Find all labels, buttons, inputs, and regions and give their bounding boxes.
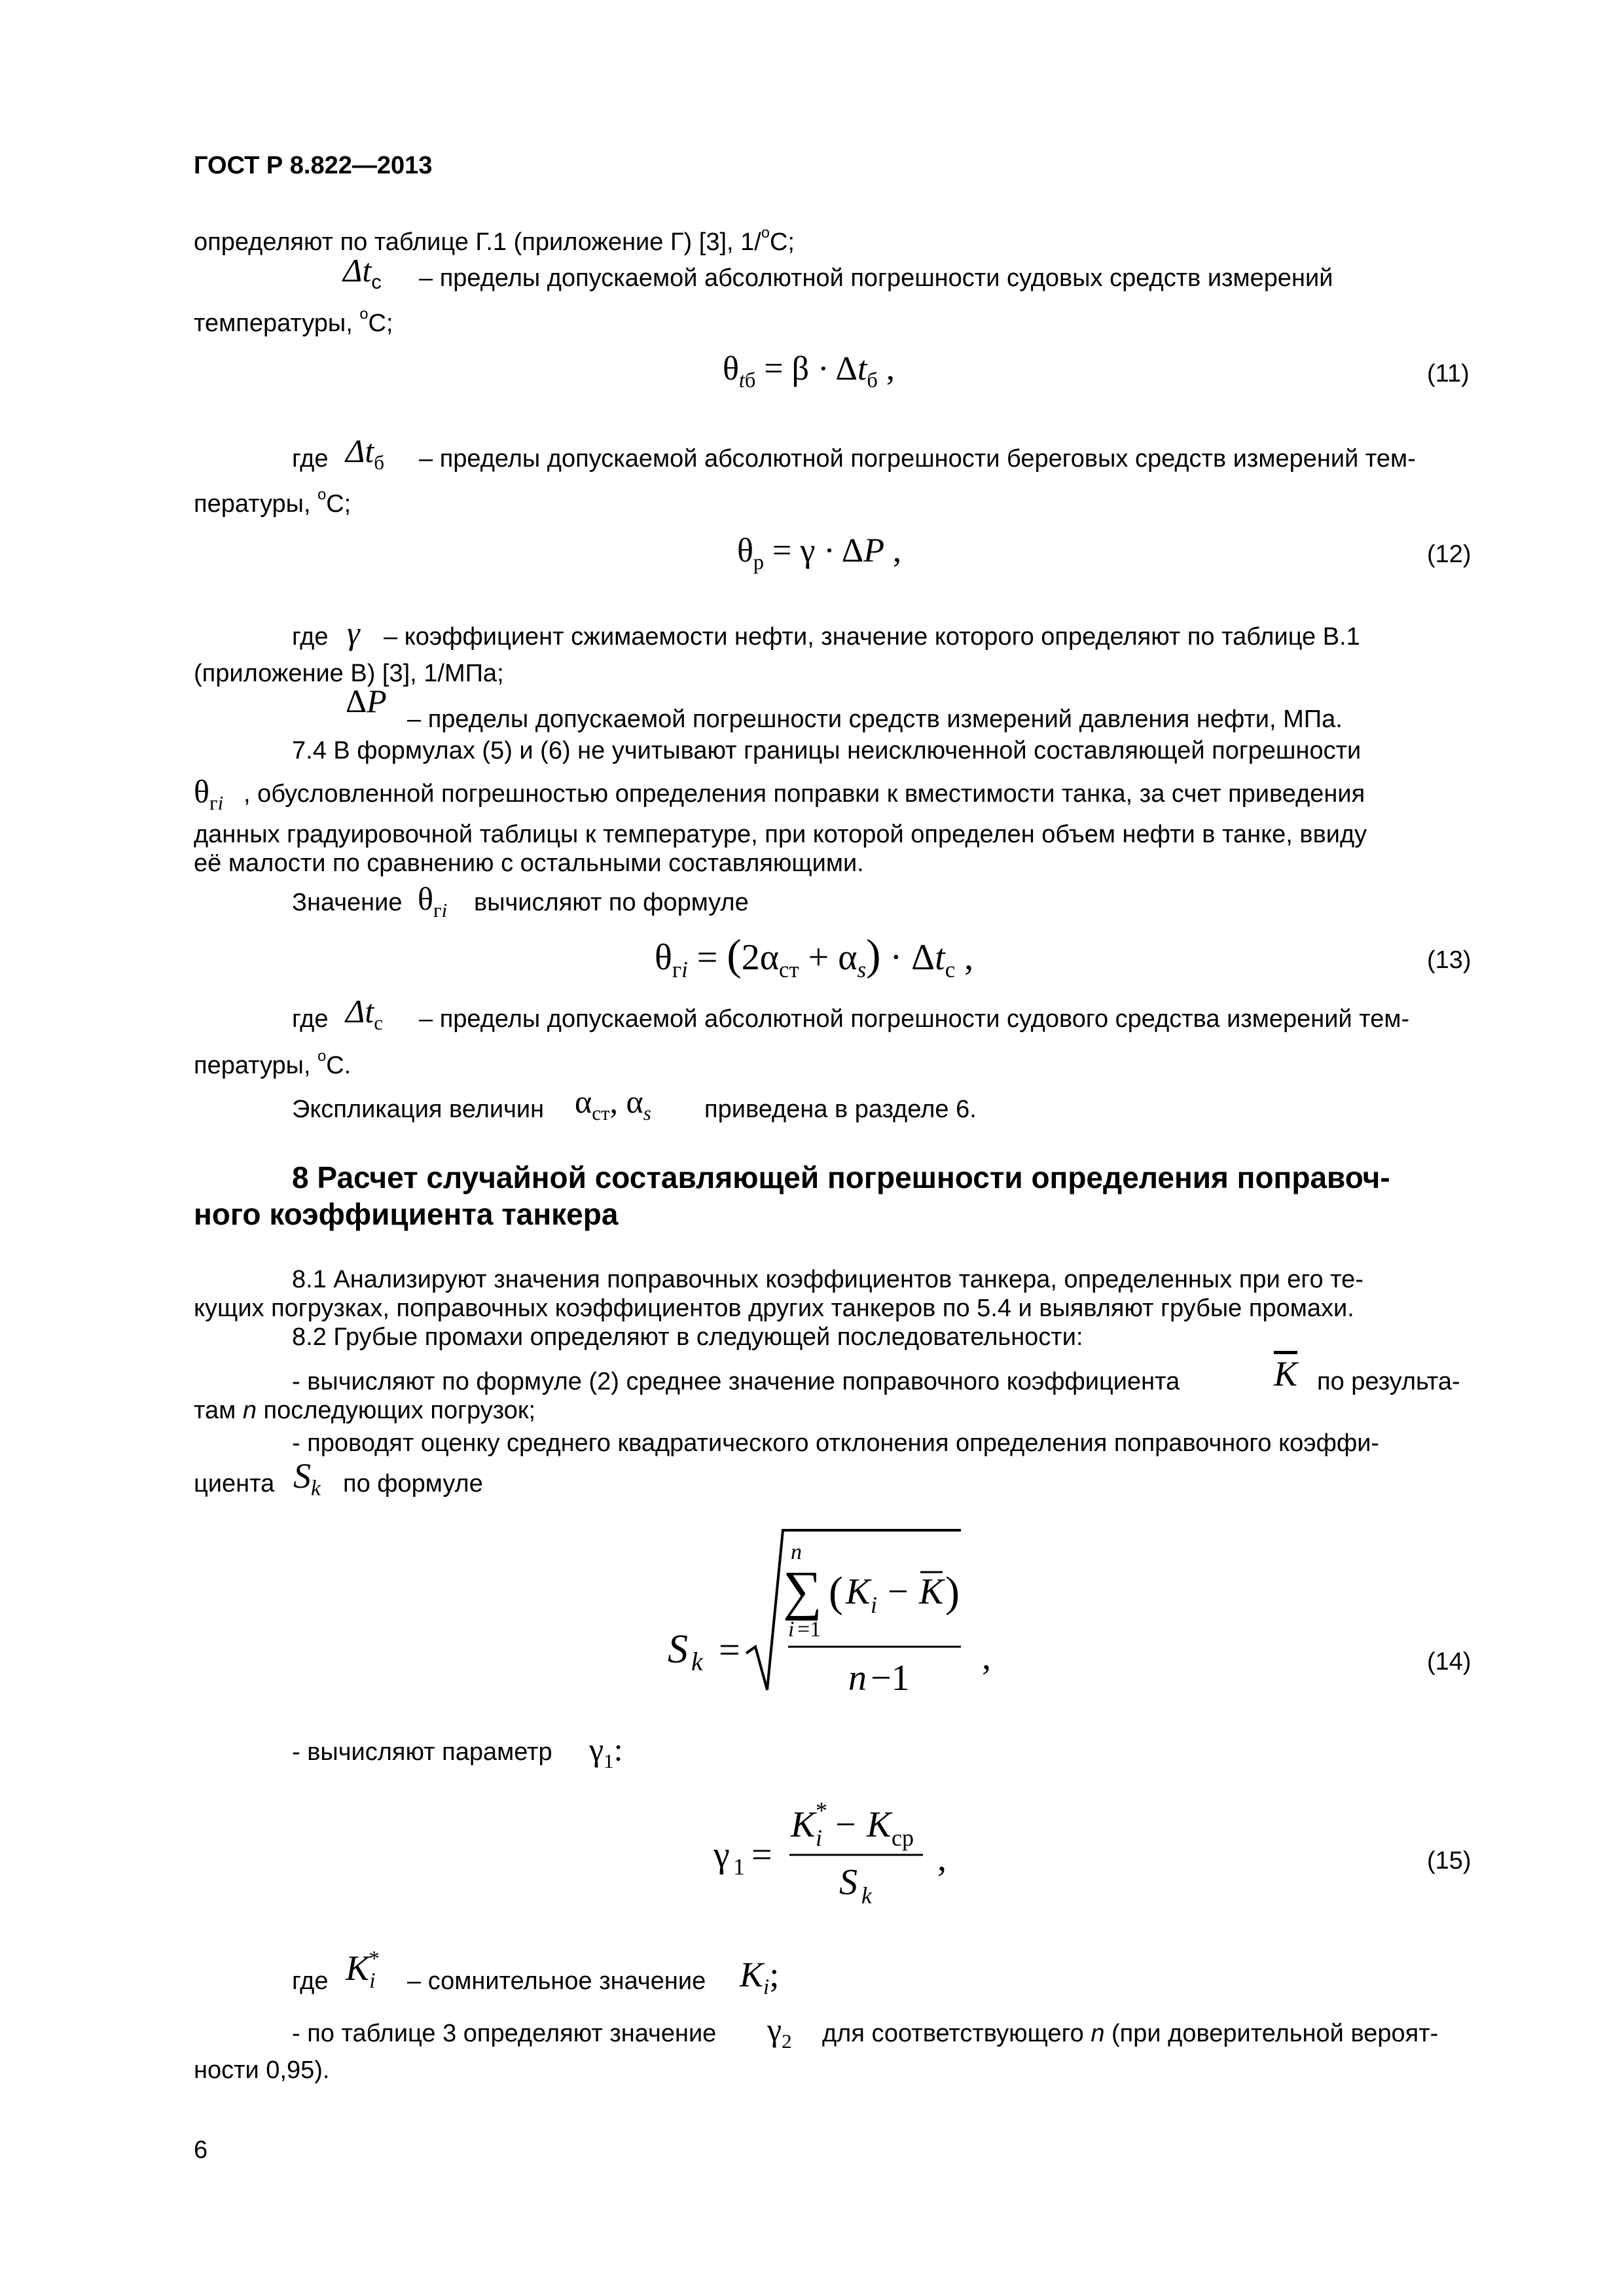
svg-text:i: i: [788, 1617, 795, 1641]
formula-13: $\theta_{гi} = (2\alpha_{ст} + \alpha_s) \cdot \Delta t_с$ ,: [655, 930, 974, 983]
symbol-gamma-1: $\gamma_1$:: [589, 1731, 623, 1772]
svg-text:n: n: [848, 1658, 867, 1698]
text-line: - проводят оценку среднего квадратического отклонения определения поправочного коэффи-: [292, 1429, 1380, 1457]
symbol-theta-gi: $\theta_{гi}$: [194, 773, 224, 814]
text-line: – пределы допускаемой абсолютной погрешности судовых средств измерений: [419, 264, 1333, 292]
svg-text:S: S: [668, 1627, 688, 1672]
text-line: – коэффициент сжимаемости нефти, значение которого определяют по таблице В.1: [384, 623, 1360, 651]
text-span: (при доверительной вероят-: [1111, 2020, 1439, 2047]
text-span: где: [292, 1005, 329, 1033]
unit-text: С;: [769, 228, 795, 256]
unit-text: С.: [326, 1051, 352, 1079]
formula-12: $\theta_р = \gamma \cdot \Delta P$ ,: [737, 532, 902, 574]
text-span: – сомнительное значение: [407, 1967, 706, 1995]
symbol-gamma-2: $\gamma_2$: [767, 2011, 792, 2053]
text-span: Экспликация величин: [292, 1096, 545, 1123]
text-span: температуры,: [194, 309, 353, 337]
equation-number: (12): [1427, 541, 1471, 568]
degree-sign: o: [761, 224, 770, 241]
svg-text:−: −: [888, 1571, 909, 1612]
svg-text:−1: −1: [871, 1658, 910, 1698]
formula-14: [668, 1525, 1008, 1708]
text-line: приведена в разделе 6.: [704, 1096, 977, 1123]
svg-text:i: i: [816, 1825, 823, 1851]
text-span: где: [292, 445, 329, 473]
symbol-delta-tc: $\Delta t_с$: [343, 252, 382, 293]
text-span: по формуле: [343, 1470, 483, 1498]
svg-text:S: S: [839, 1862, 857, 1903]
text-span: - вычисляют параметр: [292, 1738, 552, 1766]
svg-text:i: i: [871, 1592, 878, 1618]
text-line: [194, 1041, 351, 1081]
text-span: где: [292, 623, 329, 651]
text-span: - по таблице 3 определяют значение: [292, 2020, 717, 2047]
svg-text:): ): [945, 1568, 960, 1616]
text-span: циента: [194, 1470, 275, 1498]
text-span: пературы,: [194, 490, 311, 518]
text-span: Значение: [292, 889, 403, 916]
formula-15-graphic: [713, 1793, 975, 1911]
svg-text:(: (: [829, 1568, 843, 1616]
text-line: [194, 298, 393, 338]
symbol-n: n: [242, 1397, 257, 1424]
svg-text:K: K: [867, 1804, 892, 1845]
text-line: данных градуировочной таблицы к температуре, при которой определен объем нефти в танке, ввиду: [194, 821, 1367, 848]
symbol-sk: $S_k$: [293, 1456, 321, 1501]
text-line: 7.4 В формулах (5) и (6) не учитывают границы неисключенной составляющей погрешности: [292, 737, 1362, 764]
symbol-delta-tb: $\Delta t_б$: [346, 433, 385, 474]
svg-text:K: K: [791, 1804, 816, 1845]
svg-text:−: −: [835, 1804, 856, 1845]
svg-text:=: =: [719, 1628, 740, 1671]
equation-number: (13): [1427, 946, 1471, 974]
text-line: вычисляют по формуле: [474, 889, 749, 916]
text-span: для соответствующего: [822, 2020, 1084, 2047]
text-line: 8.2 Грубые промахи определяют в следующей последовательности:: [292, 1323, 1083, 1351]
svg-text:*: *: [816, 1797, 827, 1823]
symbol-delta-tc: $\Delta t_с$: [346, 993, 384, 1034]
degree-sign: o: [317, 486, 327, 503]
degree-sign: o: [317, 1047, 327, 1064]
formula-11: $\theta_{tб} = \beta \cdot \Delta t_б$ ,: [723, 350, 895, 392]
svg-text:∑: ∑: [783, 1560, 822, 1621]
symbol-gamma: γ: [347, 615, 360, 651]
text-line: – пределы допускаемой абсолютной погрешности береговых средств измерений тем-: [419, 445, 1416, 473]
formula-15: [713, 1793, 975, 1911]
section-title: 8 Расчет случайной составляющей погрешности определения поправоч-: [292, 1160, 1390, 1194]
text-line: [194, 1395, 535, 1426]
svg-text:,: ,: [982, 1637, 991, 1677]
symbol-alpha: $\alpha_{ст}$, $\alpha_s$: [575, 1083, 651, 1124]
equation-number: (11): [1427, 360, 1470, 387]
svg-text:n: n: [791, 1540, 802, 1564]
svg-text:=: =: [751, 1835, 772, 1875]
text-line: (приложение В) [3], 1/МПа;: [194, 660, 504, 687]
symbol-n: n: [1091, 2020, 1105, 2047]
unit-text: С;: [368, 309, 393, 337]
text-line: – пределы допускаемой абсолютной погрешности судового средства измерений тем-: [419, 1005, 1410, 1033]
text-line: кущих погрузках, поправочных коэффициентов других танкеров по 5.4 и выявляют грубые промахи.: [194, 1295, 1354, 1322]
svg-text:K: K: [846, 1571, 871, 1612]
text-line: – пределы допускаемой погрешности средств измерений давления нефти, МПа.: [407, 706, 1343, 733]
text-line: 8.1 Анализируют значения поправочных коэффициентов танкера, определенных при его те-: [292, 1266, 1363, 1293]
symbol-k-bar: $\overline{K}$: [1274, 1354, 1298, 1393]
formula-14-graphic: [668, 1525, 1008, 1708]
svg-text:ср: ср: [892, 1825, 914, 1851]
text-span: там: [194, 1397, 236, 1424]
svg-text:=1: =1: [797, 1617, 821, 1641]
section-title: ного коэффициента танкера: [194, 1197, 619, 1231]
symbol-ki: $K_i$;: [740, 1955, 780, 2000]
svg-text:k: k: [861, 1882, 872, 1909]
text-line: [194, 217, 795, 257]
equation-number: (15): [1427, 1847, 1471, 1874]
page-number: 6: [194, 2136, 208, 2164]
symbol-ki-star: $K^*_i$: [346, 1947, 379, 1993]
text-span: определяют по таблице Г.1 (приложение Г) [3], 1/: [194, 228, 761, 256]
text-line: по результа-: [1317, 1368, 1460, 1395]
text-line: [822, 2018, 1438, 2049]
text-span: где: [292, 1967, 329, 1995]
symbol-delta-p: ΔP: [346, 683, 387, 719]
text-line: её малости по сравнению с остальными составляющими.: [194, 850, 864, 877]
text-line: ности 0,95).: [194, 2056, 330, 2084]
document-header: ГОСТ Р 8.822—2013: [194, 152, 433, 179]
svg-text:1: 1: [733, 1854, 745, 1880]
svg-text:K: K: [919, 1571, 944, 1612]
text-span: последующих погрузок;: [263, 1397, 536, 1424]
svg-text:k: k: [691, 1647, 703, 1676]
text-span: пературы,: [194, 1051, 311, 1079]
svg-text:γ: γ: [713, 1835, 730, 1875]
unit-text: С;: [326, 490, 352, 518]
equation-number: (14): [1427, 1648, 1471, 1676]
text-line: [194, 479, 351, 519]
symbol-theta-gi: $\theta_{гi}$: [418, 880, 448, 922]
text-line: , обусловленной погрешностью определения поправки к вместимости танка, за счет приведения: [244, 780, 1365, 808]
svg-text:,: ,: [937, 1839, 947, 1879]
text-line: - вычисляют по формуле (2) среднее значение поправочного коэффициента: [292, 1368, 1180, 1395]
degree-sign: o: [359, 305, 369, 322]
